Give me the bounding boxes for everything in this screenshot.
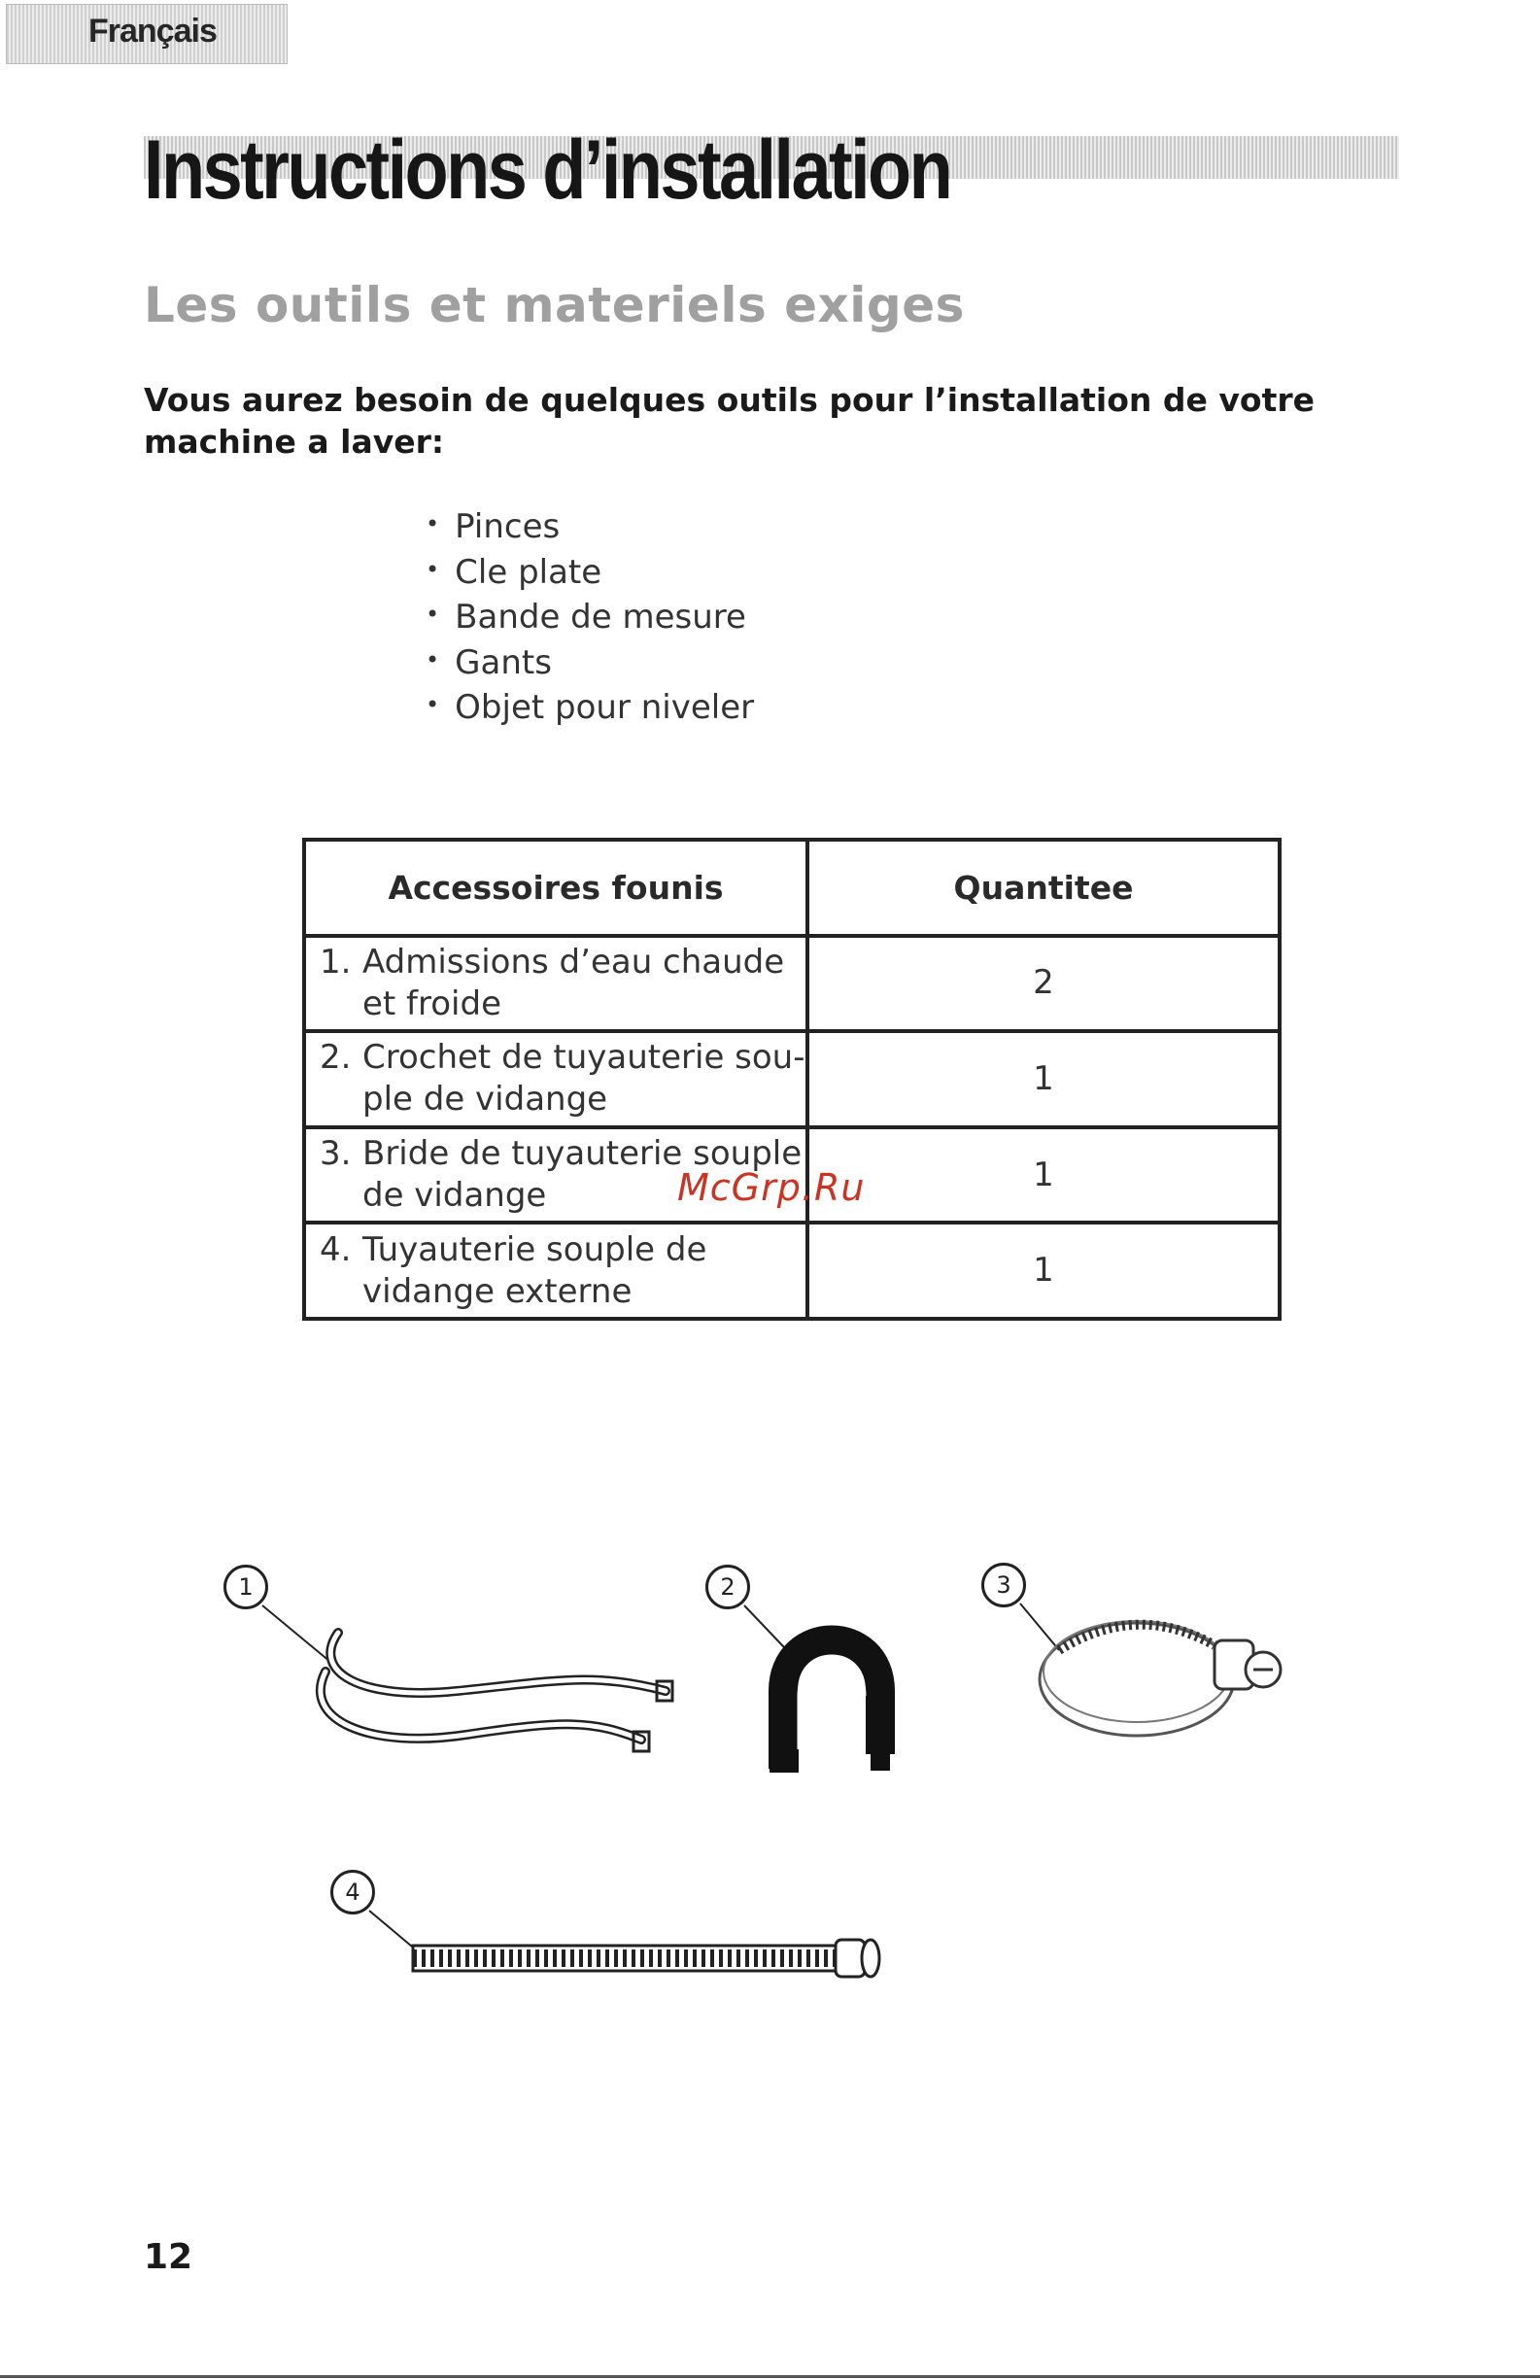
row-number: 3. [320,1134,352,1174]
accessory-quantity: 2 [807,936,1280,1032]
row-number: 1. [320,942,352,982]
accessory-line-2: vidange externe [362,1271,633,1311]
intro-line-1: Vous aurez besoin de quelques outils pour l’installation de votre [144,381,1315,419]
table-row [304,936,1280,1032]
page-title: Instructions d’installation [144,123,951,217]
accessory-line-2: ple de vidange [362,1080,608,1120]
page-number: 12 [144,2237,193,2277]
table-header-row [304,840,1280,936]
language-tab-label: Français [88,13,217,50]
tool-item: • Gants [426,639,754,685]
tool-item: • Cle plate [426,549,754,595]
tool-item: • Bande de mesure [426,594,754,639]
accessory-name [304,1031,807,1127]
part-external-drain-hose [330,1866,894,1983]
inlet-hoses-illustration [223,1565,690,1778]
intro-text [144,379,1368,463]
accessory-name [304,936,807,1032]
external-drain-hose-illustration [330,1866,894,1983]
tool-item: • Pinces [426,503,754,549]
accessory-name [304,1223,807,1319]
intro-line-2: machine a laver: [144,423,445,461]
accessory-line-1: Crochet de tuyauterie sou- [362,1038,805,1078]
section-title: Les outils et materiels exiges [144,277,965,333]
accessory-line-1: Tuyauterie souple de [362,1229,707,1269]
accessory-quantity: 1 [807,1127,1280,1224]
tool-item: • Objet pour niveler [426,684,754,730]
hose-clamp-illustration [981,1563,1292,1757]
callout-4: 4 [330,1870,375,1914]
part-drain-hook [705,1565,958,1774]
language-tab [6,4,288,64]
row-number: 4. [320,1229,352,1269]
header-quantity: Quantitee [807,840,1280,936]
watermark: McGrp.Ru [677,1166,866,1209]
accessory-quantity: 1 [807,1031,1280,1127]
accessory-line-2: et froide [362,983,502,1023]
table-row [304,1223,1280,1319]
accessories-table [302,838,1282,1321]
part-hose-clamp [981,1563,1292,1757]
callout-3: 3 [981,1563,1026,1607]
accessory-quantity: 1 [807,1223,1280,1319]
row-number: 2. [320,1038,352,1078]
part-inlet-hoses [223,1565,690,1778]
accessory-line-1: Admissions d’eau chaude [362,942,785,982]
header-accessories: Accessoires founis [304,840,807,936]
callout-2: 2 [705,1565,750,1609]
accessory-line-1: Bride de tuyauterie souple [362,1134,803,1174]
tools-list [426,503,754,730]
callout-1: 1 [223,1565,268,1609]
bottom-rule [0,2375,1540,2378]
table-row [304,1031,1280,1127]
accessory-line-2: de vidange [362,1176,547,1216]
